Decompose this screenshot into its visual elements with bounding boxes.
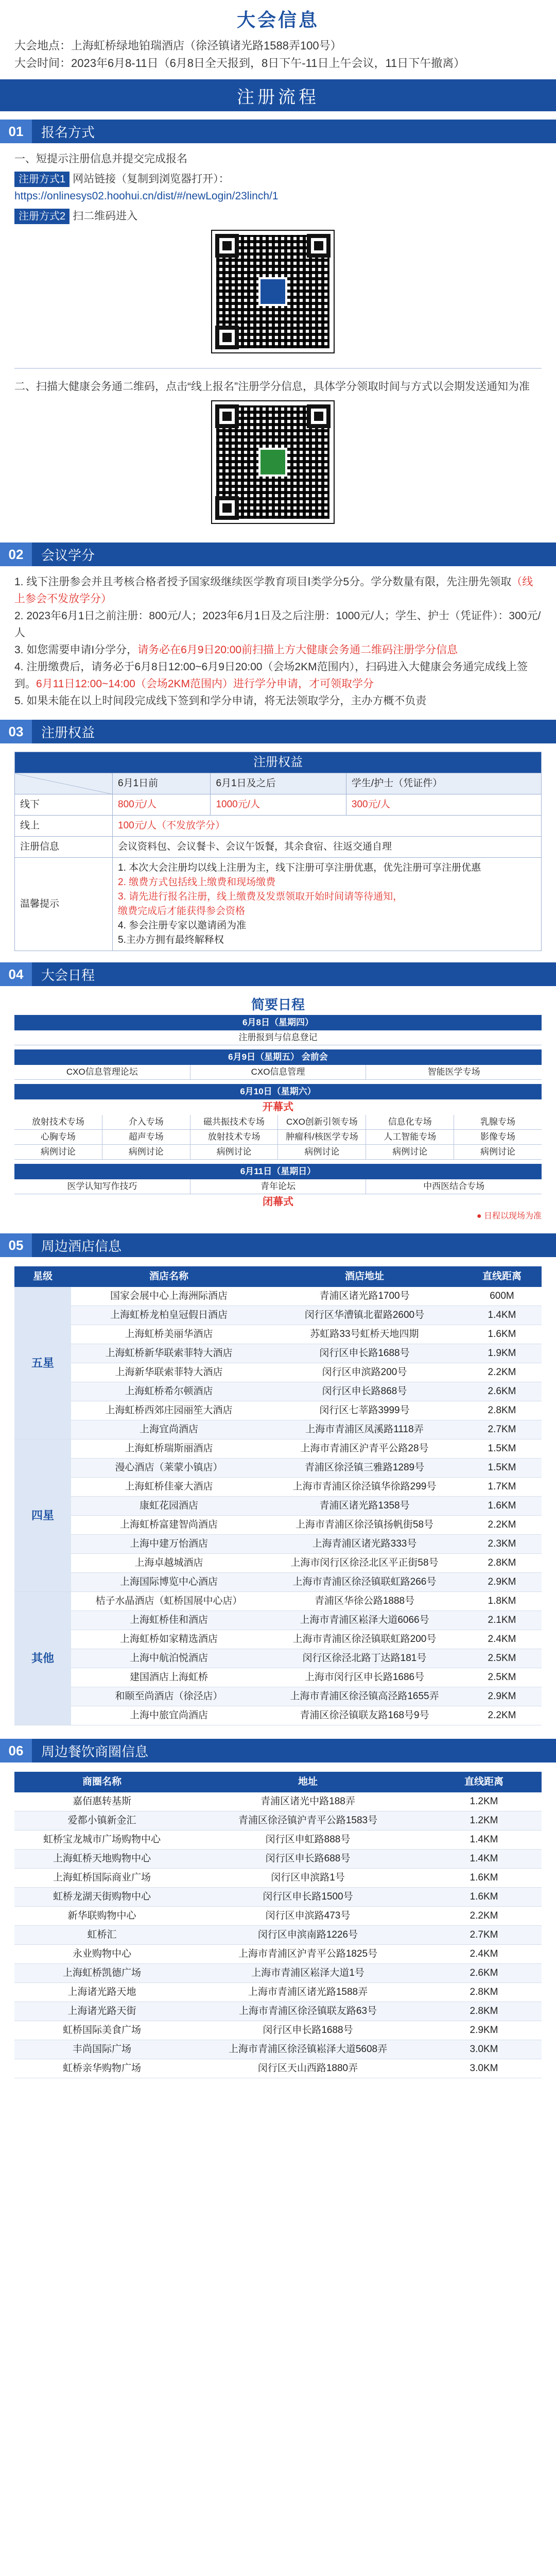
credit-item-3-text: 3. 如您需要申请I分学分，: [14, 644, 138, 656]
venue-line: 大会地点：上海虹桥绿地铂瑞酒店（徐泾镇诸光路1588弄100号）: [14, 39, 342, 52]
section-number: 02: [0, 543, 32, 566]
business-row: [14, 1811, 542, 1831]
business-name: 上海虹桥凯德广场: [14, 1964, 189, 1983]
schedule-item: 磁共振技术专场: [190, 1115, 279, 1129]
business-address: 上海市青浦区沪青平公路1825号: [189, 1945, 426, 1964]
time-line: 大会时间：2023年6月8-11日（6月8日全天报到，8日下午-11日上午会议，11日下午撤离）: [14, 57, 465, 70]
hotel-name: 上海虹桥西郊庄园丽笙大酒店: [71, 1401, 267, 1420]
schedule-item: 人工智能专场: [366, 1130, 454, 1144]
business-distance: 3.0KM: [426, 2040, 542, 2059]
hotel-distance: 1.6KM: [462, 1325, 542, 1344]
hotel-distance: 2.5KM: [462, 1668, 542, 1687]
section-03-header: [0, 720, 556, 743]
hotel-address: 上海青浦区诸光路333号: [267, 1535, 462, 1554]
section-number: 01: [0, 120, 32, 143]
schedule-item: 信息化专场: [366, 1115, 454, 1129]
business-address: 闵行区天山西路1880弄: [189, 2059, 426, 2078]
method-2-text: 扫二维码进入: [73, 210, 138, 222]
hotel-row: [14, 1439, 542, 1459]
credit-item-4-text: 4. 注册缴费后，请务必于6月8日12:00~6月9日20:00（会场2KM范围内），扫码进入大健康会务通完成线上签到。: [14, 661, 528, 690]
business-address: 闵行区申长路1500号: [189, 1888, 426, 1907]
credit-item-3-note: 请务必在6月9日20:00前扫描上方大健康会务通二维码注册学分信息: [137, 644, 458, 656]
qr-block-2: [0, 395, 556, 534]
fee-cell: 800元/人: [113, 794, 211, 816]
business-address: 上海市青浦区徐泾镇崧泽大道5608弄: [189, 2040, 426, 2059]
hotel-address: 闵行区申长路868号: [267, 1382, 462, 1401]
schedule-item: 青年论坛: [190, 1179, 367, 1194]
credit-item-3: [0, 641, 556, 658]
business-row: [14, 1869, 542, 1888]
business-row: [14, 1926, 542, 1945]
section-05-header: [0, 1233, 556, 1257]
hotel-name: 上海虹桥瑞斯丽酒店: [71, 1439, 267, 1459]
s1-lead: 一、短提示注册信息并提交完成报名: [14, 153, 187, 165]
hotel-name: 上海虹桥如家精选酒店: [71, 1630, 267, 1649]
hotel-row: [14, 1306, 542, 1325]
business-name: 虹桥亲华购物广场: [14, 2059, 189, 2078]
business-name: 永业购物中心: [14, 1945, 189, 1964]
hotel-address: 青浦区诸光路1358号: [267, 1497, 462, 1516]
business-row: [14, 2021, 542, 2040]
hotel-name: 上海国际博览中心酒店: [71, 1573, 267, 1592]
registration-banner: 注册流程: [0, 79, 556, 111]
business-distance: 1.4KM: [426, 1831, 542, 1850]
schedule-note: ● 日程以现场为准: [476, 1212, 542, 1221]
hotel-distance: 2.9KM: [462, 1687, 542, 1706]
business-row: [14, 1888, 542, 1907]
hotel-address: 苏虹路33号虹桥天地四期: [267, 1325, 462, 1344]
schedule-item: 病例讨论: [278, 1145, 366, 1159]
hotel-row: [14, 1554, 542, 1573]
hotel-distance: 2.1KM: [462, 1611, 542, 1630]
business-row: [14, 1945, 542, 1964]
closing-ceremony: 闭幕式: [263, 1196, 293, 1208]
s1-step-2: 二、扫描大健康会务通二维码，点击“线上报名”注册学分信息，具体学分领取时间与方式以会期发送通知为准: [14, 381, 530, 393]
business-row: [14, 2059, 542, 2078]
hotel-distance: 1.5KM: [462, 1459, 542, 1478]
registration-qr-code-icon[interactable]: [211, 230, 335, 353]
hotel-row: [14, 1592, 542, 1611]
business-name: 虹桥龙湖天街购物中心: [14, 1888, 189, 1907]
business-distance: 1.2KM: [426, 1811, 542, 1831]
business-col-header: 地址: [189, 1772, 426, 1792]
section-title: 报名方式: [41, 124, 95, 140]
credit-item-2: 2. 2023年6月1日之前注册：800元/人；2023年6月1日及之后注册：1000元/人；学生、护士（凭证件）：300元/人: [14, 610, 541, 639]
hotel-row: [14, 1344, 542, 1363]
business-distance: 1.2KM: [426, 1792, 542, 1811]
hotel-name: 建国酒店上海虹桥: [71, 1668, 267, 1687]
hotel-address: 青浦区诸光路1700号: [267, 1287, 462, 1306]
business-table: [14, 1772, 542, 2078]
business-address: 闵行区申滨路1号: [189, 1869, 426, 1888]
credit-item-4-note: 6月11日12:00~14:00（会场2KM范围内）进行学分申请，才可领取学分: [36, 678, 374, 690]
schedule-item: 注册报到与信息登记: [238, 1032, 318, 1042]
hotel-distance: 2.9KM: [462, 1573, 542, 1592]
hotel-distance: 600M: [462, 1287, 542, 1306]
fee-col-3: 学生/护士（凭证件）: [346, 773, 541, 794]
fee-col-2: 6月1日及之后: [211, 773, 346, 794]
hotel-address: 上海市青浦区徐泾镇高泾路1655弄: [267, 1687, 462, 1706]
tip: 2. 缴费方式包括线上缴费和现场缴费: [118, 877, 276, 888]
hotel-row: [14, 1630, 542, 1649]
schedule-item: CXO信息管理论坛: [14, 1065, 190, 1079]
health-service-qr-code-icon[interactable]: [211, 400, 335, 524]
schedule-item: 放射技术专场: [14, 1115, 102, 1129]
business-address: 青浦区徐泾镇沪青平公路1583号: [189, 1811, 426, 1831]
schedule-item: 超声专场: [102, 1130, 190, 1144]
fee-col-1: 6月1日前: [113, 773, 211, 794]
hotel-address: 上海市青浦区徐泾镇联虹路200号: [267, 1630, 462, 1649]
schedule-item: 肿瘤科/核医学专场: [278, 1130, 366, 1144]
hotel-name: 上海宜尚酒店: [71, 1420, 267, 1439]
section-number: 04: [0, 962, 32, 986]
hotel-row: [14, 1516, 542, 1535]
section-06-header: [0, 1739, 556, 1762]
hotel-col-header: 星级: [14, 1266, 71, 1287]
schedule-item: 医学认知写作技巧: [14, 1179, 190, 1194]
hotel-col-header: 直线距离: [462, 1266, 542, 1287]
hotel-address: 闵行区华漕镇北翟路2600号: [267, 1306, 462, 1325]
business-distance: 2.8KM: [426, 2002, 542, 2021]
hotel-star-level: 五星: [14, 1287, 71, 1439]
business-address: 青浦区诸光中路188弄: [189, 1792, 426, 1811]
hotel-distance: 1.6KM: [462, 1497, 542, 1516]
hotel-row: [14, 1363, 542, 1382]
business-row: [14, 2002, 542, 2021]
hotel-row: [14, 1611, 542, 1630]
day-4-bar: 6月11日（星期日）: [14, 1164, 542, 1179]
business-row: [14, 1831, 542, 1850]
business-name: 上海虹桥国际商业广场: [14, 1869, 189, 1888]
fee-table-title: 注册权益: [15, 752, 542, 773]
hotel-name: 漫心酒店（莱蒙小镇店）: [71, 1459, 267, 1478]
hotel-distance: 1.7KM: [462, 1478, 542, 1497]
hotel-row: [14, 1535, 542, 1554]
tip: 1. 本次大会注册均以线上注册为主，线下注册可享注册优惠，优先注册可享注册优惠: [118, 862, 481, 873]
business-col-header: 直线距离: [426, 1772, 542, 1792]
hotel-distance: 1.8KM: [462, 1592, 542, 1611]
section-04-header: [0, 962, 556, 986]
credit-item-5: 5. 如果未能在以上时间段完成线下签到和学分申请，将无法领取学分，主办方概不负责: [14, 695, 427, 707]
business-row: [14, 1792, 542, 1811]
hotel-name: 和颐至尚酒店（徐泾店）: [71, 1687, 267, 1706]
business-distance: 1.6KM: [426, 1888, 542, 1907]
business-distance: 2.2KM: [426, 1907, 542, 1926]
hotel-name: 国家会展中心上海洲际酒店: [71, 1287, 267, 1306]
hotel-name: 上海虹桥新华联索菲特大酒店: [71, 1344, 267, 1363]
divider: [14, 368, 542, 369]
method-2-tag: 注册方式2: [14, 209, 70, 224]
tips-cell: [113, 858, 542, 951]
hotel-distance: 2.6KM: [462, 1382, 542, 1401]
business-row: [14, 2040, 542, 2059]
fee-corner: [15, 773, 113, 794]
hotel-row: [14, 1668, 542, 1687]
hotel-distance: 2.2KM: [462, 1706, 542, 1725]
hotel-row: [14, 1706, 542, 1725]
hotel-name: 上海中建万怡酒店: [71, 1535, 267, 1554]
business-distance: 2.7KM: [426, 1926, 542, 1945]
business-name: 爱都小镇新金汇: [14, 1811, 189, 1831]
credit-item-4: [0, 658, 556, 692]
schedule-item: 放射技术专场: [190, 1130, 279, 1144]
method-1-text: 网站链接（复制到浏览器打开）：: [73, 173, 230, 185]
business-address: 闵行区申长路1688号: [189, 2021, 426, 2040]
business-row: [14, 1964, 542, 1983]
hotel-name: 上海中航泊悦酒店: [71, 1649, 267, 1668]
business-address: 闵行区申长路688号: [189, 1850, 426, 1869]
hotel-row: [14, 1497, 542, 1516]
hotel-name: 桔子水晶酒店（虹桥国展中心店）: [71, 1592, 267, 1611]
hotel-distance: 2.2KM: [462, 1516, 542, 1535]
business-distance: 1.6KM: [426, 1869, 542, 1888]
hotel-row: [14, 1382, 542, 1401]
section-number: 03: [0, 720, 32, 743]
hotel-distance: 2.7KM: [462, 1420, 542, 1439]
business-row: [14, 1907, 542, 1926]
hotel-name: 上海卓越城酒店: [71, 1554, 267, 1573]
method-1-tag: 注册方式1: [14, 172, 70, 187]
hotel-distance: 2.8KM: [462, 1554, 542, 1573]
registration-link[interactable]: https://onlinesys02.hoohui.cn/dist/#/newLogin/23linch/1: [14, 190, 279, 202]
business-distance: 2.4KM: [426, 1945, 542, 1964]
schedule-item: 病例讨论: [366, 1145, 454, 1159]
hotel-star-level: 四星: [14, 1439, 71, 1592]
hotel-distance: 1.5KM: [462, 1439, 542, 1459]
fee-cell: 会议资料包、会议餐卡、会议午饭餐，其余食宿、往返交通自理: [113, 837, 542, 858]
business-distance: 1.4KM: [426, 1850, 542, 1869]
hotel-distance: 2.4KM: [462, 1630, 542, 1649]
hotel-row: [14, 1420, 542, 1439]
fee-row-label: 线上: [15, 816, 113, 837]
schedule-item: CXO信息管理: [190, 1065, 367, 1079]
hotel-name: 上海虹桥佳豪大酒店: [71, 1478, 267, 1497]
hotel-distance: 2.2KM: [462, 1363, 542, 1382]
hotel-row: [14, 1478, 542, 1497]
schedule-item: 影像专场: [480, 1132, 516, 1142]
business-name: 丰尚国际广场: [14, 2040, 189, 2059]
fee-row-label: 温馨提示: [15, 858, 113, 951]
hotel-name: 上海虹桥美丽华酒店: [71, 1325, 267, 1344]
business-name: 上海诸光路天地: [14, 1983, 189, 2002]
hotel-row: [14, 1325, 542, 1344]
schedule-item: 介入专场: [102, 1115, 190, 1129]
business-distance: 3.0KM: [426, 2059, 542, 2078]
schedule-item: 病例讨论: [190, 1145, 279, 1159]
business-name: 虹桥宝龙城市广场购物中心: [14, 1831, 189, 1850]
hotel-row: [14, 1649, 542, 1668]
section-title: 会议学分: [41, 547, 95, 563]
section-title: 周边餐饮商圈信息: [41, 1743, 149, 1759]
hotel-distance: 2.5KM: [462, 1649, 542, 1668]
business-address: 上海市青浦区徐泾镇联友路63号: [189, 2002, 426, 2021]
business-col-header: 商圈名称: [14, 1772, 189, 1792]
fee-cell: 300元/人: [346, 794, 541, 816]
hotel-address: 闵行区申滨路200号: [267, 1363, 462, 1382]
schedule-item: 病例讨论: [102, 1145, 190, 1159]
hotel-name: 上海虹桥龙柏皇冠假日酒店: [71, 1306, 267, 1325]
hotel-distance: 1.4KM: [462, 1306, 542, 1325]
hotel-address: 上海市青浦区凤溪路1118弄: [267, 1420, 462, 1439]
tip: 3. 请先进行报名注册，线上缴费及发票领取开始时间请等待通知，: [118, 891, 403, 902]
hotel-row: [14, 1401, 542, 1420]
hotel-distance: 2.8KM: [462, 1401, 542, 1420]
section-title: 大会日程: [41, 967, 95, 983]
hotel-name: 上海虹桥佳和酒店: [71, 1611, 267, 1630]
section-01-header: [0, 120, 556, 143]
business-address: 闵行区申虹路888号: [189, 1831, 426, 1850]
section-number: 06: [0, 1739, 32, 1762]
hotel-address: 青浦区华徐公路1888号: [267, 1592, 462, 1611]
hotel-name: 上海新华联索菲特大酒店: [71, 1363, 267, 1382]
hotel-address: 青浦区徐泾镇联友路168号9号: [267, 1706, 462, 1725]
page-title: 大会信息: [236, 9, 319, 30]
schedule: [14, 994, 542, 1223]
hotel-table: [14, 1266, 542, 1725]
hotel-col-header: 酒店地址: [267, 1266, 462, 1287]
business-row: [14, 1850, 542, 1869]
section-number: 05: [0, 1233, 32, 1257]
section-title: 注册权益: [41, 724, 95, 740]
section-02-header: [0, 543, 556, 566]
hotel-row: [14, 1687, 542, 1706]
business-address: 上海市青浦区崧泽大道1号: [189, 1964, 426, 1983]
hotel-name: 康虹花园酒店: [71, 1497, 267, 1516]
day-1-bar: 6月8日（星期四）: [14, 1015, 542, 1030]
business-name: 新华联购物中心: [14, 1907, 189, 1926]
fee-row-label: 线下: [15, 794, 113, 816]
qr-block-1: [0, 225, 556, 359]
hotel-address: 闵行区徐泾北路丁达路181号: [267, 1649, 462, 1668]
fee-table: [14, 752, 542, 951]
business-name: 嘉佰惠转基斯: [14, 1792, 189, 1811]
fee-row-label: 注册信息: [15, 837, 113, 858]
hotel-name: 上海中旅宜尚酒店: [71, 1706, 267, 1725]
business-address: 闵行区申滨路473号: [189, 1907, 426, 1926]
business-distance: 2.6KM: [426, 1964, 542, 1983]
credit-item-1-note: （线上参会不发放学分）: [14, 576, 533, 605]
business-name: 虹桥国际美食广场: [14, 2021, 189, 2040]
business-name: 上海虹桥天地购物中心: [14, 1850, 189, 1869]
hotel-star-level: 其他: [14, 1592, 71, 1725]
schedule-title: 简要日程: [251, 997, 305, 1012]
tip: 4. 参会注册专家以邀请函为准: [118, 920, 247, 931]
business-name: 虹桥汇: [14, 1926, 189, 1945]
tip: 缴费完成后才能获得参会资格: [118, 906, 246, 917]
schedule-item: CXO创新引领专场: [278, 1115, 366, 1129]
hotel-name: 上海虹桥富建智尚酒店: [71, 1516, 267, 1535]
method-1: [0, 171, 556, 188]
business-name: 上海诸光路天街: [14, 2002, 189, 2021]
hotel-address: 上海市青浦区崧泽大道6066号: [267, 1611, 462, 1630]
schedule-item: 病例讨论: [14, 1145, 102, 1159]
hotel-address: 青浦区徐泾镇三雅路1289号: [267, 1459, 462, 1478]
opening-ceremony: 开幕式: [263, 1101, 293, 1113]
schedule-item: 中西医结合专场: [423, 1181, 485, 1191]
fee-cell: 100元/人（不发放学分）: [113, 816, 542, 837]
hotel-distance: 1.9KM: [462, 1344, 542, 1363]
hotel-row: [14, 1287, 542, 1306]
credit-item-1: [0, 573, 556, 607]
hotel-row: [14, 1459, 542, 1478]
hotel-name: 上海虹桥希尔顿酒店: [71, 1382, 267, 1401]
fee-cell: 1000元/人: [211, 794, 346, 816]
hotel-col-header: 酒店名称: [71, 1266, 267, 1287]
business-address: 闵行区申滨南路1226号: [189, 1926, 426, 1945]
day-3-bar: 6月10日（星期六）: [14, 1084, 542, 1099]
tip: 5.主办方拥有最终解释权: [118, 935, 224, 945]
hotel-address: 上海市青浦区徐泾镇联虹路266号: [267, 1573, 462, 1592]
business-distance: 2.9KM: [426, 2021, 542, 2040]
method-2: [0, 208, 556, 225]
hotel-address: 闵行区七莘路3999号: [267, 1401, 462, 1420]
hotel-distance: 2.3KM: [462, 1535, 542, 1554]
business-address: 上海市青浦区诸光路1588弄: [189, 1983, 426, 2002]
day-2-bar: 6月9日（星期五） 会前会: [14, 1049, 542, 1065]
hotel-address: 上海市青浦区徐泾镇扬帆街58号: [267, 1516, 462, 1535]
business-row: [14, 1983, 542, 2002]
hotel-address: 上海市闵行区申长路1686号: [267, 1668, 462, 1687]
hotel-address: 上海市青浦区沪青平公路28号: [267, 1439, 462, 1459]
schedule-item: 心胸专场: [14, 1130, 102, 1144]
hotel-address: 上海市青浦区徐泾镇华徐路299号: [267, 1478, 462, 1497]
section-title: 周边酒店信息: [41, 1238, 122, 1254]
hotel-address: 上海市闵行区徐泾北区平正街58号: [267, 1554, 462, 1573]
schedule-item: 智能医学专场: [427, 1067, 480, 1077]
schedule-item: 乳腺专场: [480, 1117, 516, 1127]
hotel-address: 闵行区申长路1688号: [267, 1344, 462, 1363]
hotel-row: [14, 1573, 542, 1592]
schedule-item: 病例讨论: [480, 1147, 516, 1157]
credit-item-1-text: 1. 线下注册参会并且考核合格者授予国家级继续医学教育项目Ⅰ类学分5分。学分数量有限，先注册先领取: [14, 576, 512, 588]
business-distance: 2.8KM: [426, 1983, 542, 2002]
